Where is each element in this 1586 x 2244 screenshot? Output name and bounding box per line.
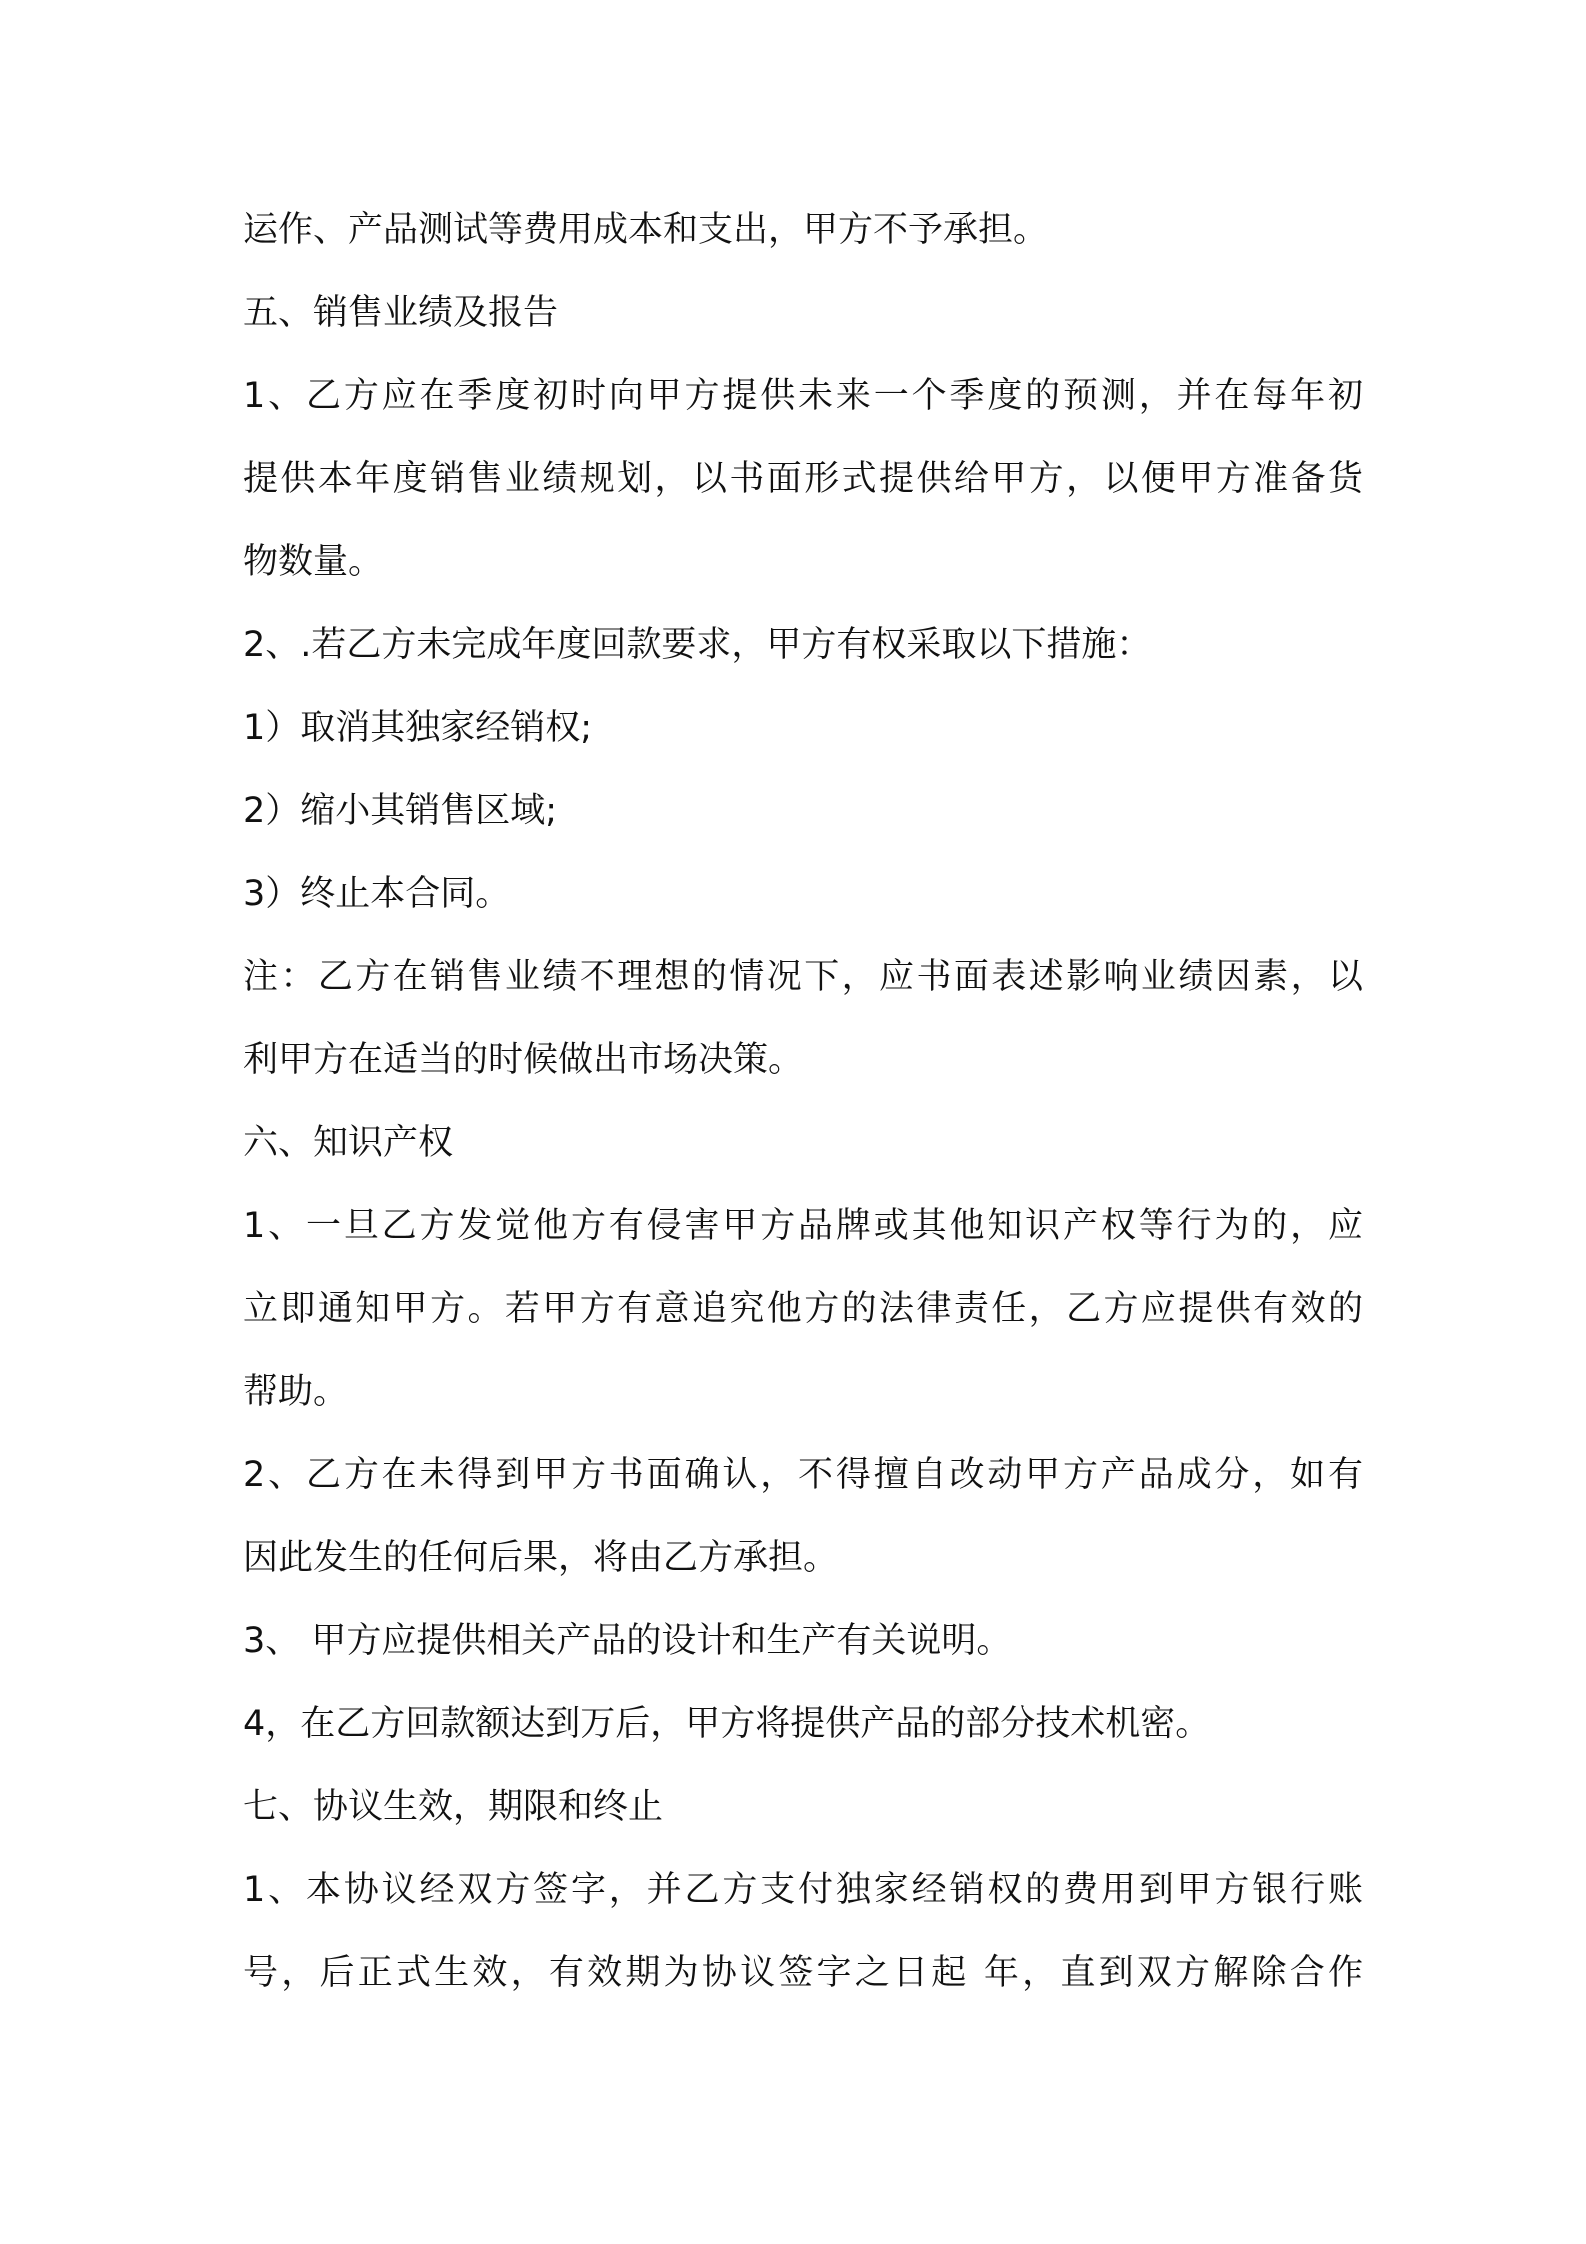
note-line: 注：乙方在销售业绩不理想的情况下，应书面表述影响业绩因素，以 bbox=[243, 957, 1363, 997]
text-line: 3、 甲方应提供相关产品的设计和生产有关说明。 bbox=[243, 1621, 1012, 1661]
text-line: 1、一旦乙方发觉他方有侵害甲方品牌或其他知识产权等行为的，应 bbox=[243, 1206, 1363, 1246]
text-line: 4，在乙方回款额达到万后，甲方将提供产品的部分技术机密。 bbox=[243, 1704, 1211, 1744]
section-heading: 七、协议生效，期限和终止 bbox=[243, 1787, 664, 1827]
text-line: 帮助。 bbox=[243, 1372, 349, 1412]
list-item: 1）取消其独家经销权; bbox=[243, 708, 593, 748]
text-line: 运作、产品测试等费用成本和支出，甲方不予承担。 bbox=[243, 210, 1049, 250]
list-item: 2）缩小其销售区域; bbox=[243, 791, 558, 831]
list-item: 3）终止本合同。 bbox=[243, 874, 511, 914]
text-line: 立即通知甲方。若甲方有意追究他方的法律责任，乙方应提供有效的 bbox=[243, 1289, 1363, 1329]
text-line: 1、乙方应在季度初时向甲方提供未来一个季度的预测，并在每年初 bbox=[243, 376, 1363, 416]
section-heading: 六、知识产权 bbox=[243, 1123, 454, 1163]
section-heading: 五、销售业绩及报告 bbox=[243, 293, 559, 333]
text-line: 号，后正式生效，有效期为协议签字之日起 年，直到双方解除合作 bbox=[243, 1953, 1363, 1993]
text-line: 因此发生的任何后果，将由乙方承担。 bbox=[243, 1538, 839, 1578]
text-line: 2、.若乙方未完成年度回款要求，甲方有权采取以下措施： bbox=[243, 625, 1152, 665]
note-line: 利甲方在适当的时候做出市场决策。 bbox=[243, 1040, 804, 1080]
text-line: 提供本年度销售业绩规划，以书面形式提供给甲方，以便甲方准备货 bbox=[243, 459, 1363, 499]
text-line: 物数量。 bbox=[243, 542, 384, 582]
text-line: 1、本协议经双方签字，并乙方支付独家经销权的费用到甲方银行账 bbox=[243, 1870, 1363, 1910]
text-line: 2、乙方在未得到甲方书面确认，不得擅自改动甲方产品成分，如有 bbox=[243, 1455, 1363, 1495]
